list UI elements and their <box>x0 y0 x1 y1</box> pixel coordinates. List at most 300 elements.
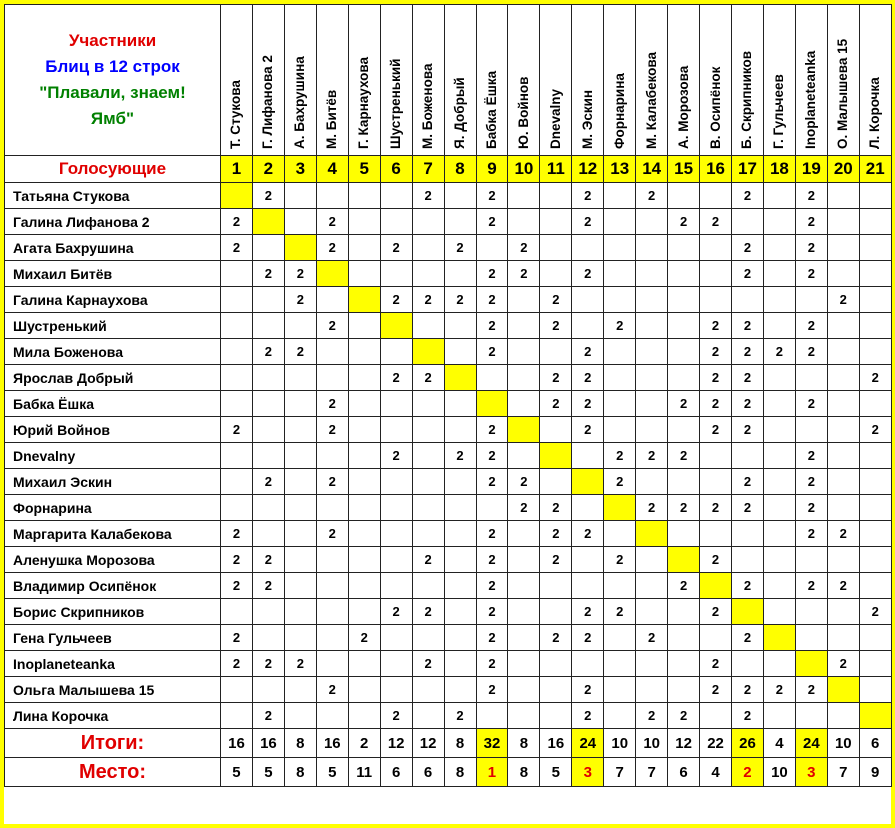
vote-cell <box>763 365 795 391</box>
vote-cell <box>284 391 316 417</box>
vote-cell <box>636 573 668 599</box>
vote-cell <box>668 599 700 625</box>
voter-name: Ольга Малышева 15 <box>5 677 221 703</box>
vote-cell: 2 <box>700 495 732 521</box>
vote-cell: 2 <box>380 365 412 391</box>
vote-cell <box>859 339 891 365</box>
participant-header <box>668 5 700 156</box>
vote-cell <box>668 677 700 703</box>
vote-cell <box>284 313 316 339</box>
totals-label: Итоги: <box>5 729 221 758</box>
participant-number: 15 <box>668 156 700 183</box>
participant-name: М. Битёв <box>324 89 340 149</box>
vote-cell <box>827 495 859 521</box>
vote-cell <box>763 391 795 417</box>
vote-cell <box>827 703 859 729</box>
vote-cell: 2 <box>221 209 253 235</box>
vote-cell <box>636 287 668 313</box>
vote-cell <box>732 287 764 313</box>
total-cell: 8 <box>508 729 540 758</box>
vote-cell <box>572 287 604 313</box>
place-cell: 7 <box>604 758 636 787</box>
place-cell: 3 <box>572 758 604 787</box>
voters-label: Голосующие <box>5 156 221 183</box>
vote-cell <box>700 261 732 287</box>
vote-cell <box>252 235 284 261</box>
vote-cell <box>348 651 380 677</box>
vote-cell <box>316 339 348 365</box>
vote-cell: 2 <box>636 703 668 729</box>
vote-cell <box>827 339 859 365</box>
vote-cell: 2 <box>476 469 508 495</box>
voter-name: Dnevalny <box>5 443 221 469</box>
vote-cell <box>859 547 891 573</box>
vote-cell <box>284 469 316 495</box>
vote-cell: 2 <box>732 495 764 521</box>
table-row <box>5 443 892 469</box>
total-cell: 12 <box>412 729 444 758</box>
vote-cell <box>795 417 827 443</box>
vote-cell <box>444 391 476 417</box>
vote-cell: 2 <box>476 677 508 703</box>
participant-number: 21 <box>859 156 891 183</box>
table-row <box>5 703 892 729</box>
vote-cell <box>827 417 859 443</box>
vote-cell: 2 <box>252 651 284 677</box>
vote-cell <box>508 599 540 625</box>
self-vote-cell <box>604 495 636 521</box>
vote-cell <box>732 547 764 573</box>
voter-name: Татьяна Стукова <box>5 183 221 209</box>
vote-cell <box>348 235 380 261</box>
vote-cell <box>859 495 891 521</box>
voter-name: Ярослав Добрый <box>5 365 221 391</box>
vote-cell: 2 <box>221 417 253 443</box>
vote-cell <box>221 391 253 417</box>
vote-cell <box>284 625 316 651</box>
vote-cell <box>540 469 572 495</box>
vote-cell <box>316 443 348 469</box>
vote-cell <box>380 573 412 599</box>
place-cell: 9 <box>859 758 891 787</box>
vote-cell <box>700 703 732 729</box>
self-vote-cell <box>444 365 476 391</box>
vote-cell: 2 <box>795 235 827 261</box>
vote-cell <box>444 521 476 547</box>
participant-name: Л. Корочка <box>867 76 883 149</box>
vote-cell <box>572 651 604 677</box>
vote-cell <box>827 599 859 625</box>
participant-number: 16 <box>700 156 732 183</box>
vote-cell: 2 <box>732 261 764 287</box>
participant-name: Я. Добрый <box>452 76 468 149</box>
vote-cell: 2 <box>572 521 604 547</box>
vote-cell <box>316 573 348 599</box>
vote-cell <box>668 625 700 651</box>
participant-header <box>795 5 827 156</box>
vote-cell <box>763 495 795 521</box>
vote-cell <box>540 183 572 209</box>
total-cell: 32 <box>476 729 508 758</box>
vote-cell: 2 <box>476 261 508 287</box>
vote-cell <box>636 417 668 443</box>
vote-cell <box>508 521 540 547</box>
vote-cell <box>636 235 668 261</box>
vote-cell <box>412 703 444 729</box>
vote-cell <box>284 417 316 443</box>
vote-cell <box>508 209 540 235</box>
vote-cell: 2 <box>221 547 253 573</box>
table-row <box>5 547 892 573</box>
vote-cell <box>732 651 764 677</box>
self-vote-cell <box>476 391 508 417</box>
participant-name: Г. Гульчеев <box>771 73 787 149</box>
vote-cell: 2 <box>732 391 764 417</box>
vote-cell: 2 <box>476 443 508 469</box>
vote-cell <box>412 235 444 261</box>
voter-name: Аленушка Морозова <box>5 547 221 573</box>
vote-cell <box>636 677 668 703</box>
place-cell: 6 <box>668 758 700 787</box>
vote-cell <box>348 599 380 625</box>
vote-cell <box>668 651 700 677</box>
vote-cell: 2 <box>508 235 540 261</box>
vote-cell: 2 <box>444 235 476 261</box>
vote-cell: 2 <box>380 703 412 729</box>
voter-name: Лина Корочка <box>5 703 221 729</box>
participant-name: Inoplaneteanka <box>803 50 819 149</box>
vote-cell <box>636 651 668 677</box>
vote-cell <box>700 521 732 547</box>
vote-cell <box>763 235 795 261</box>
vote-cell <box>412 495 444 521</box>
vote-cell <box>348 443 380 469</box>
vote-cell <box>348 391 380 417</box>
vote-cell <box>700 183 732 209</box>
vote-cell <box>284 573 316 599</box>
total-cell: 24 <box>572 729 604 758</box>
participant-number: 3 <box>284 156 316 183</box>
vote-cell: 2 <box>700 547 732 573</box>
vote-cell <box>668 417 700 443</box>
total-cell: 16 <box>540 729 572 758</box>
vote-cell: 2 <box>316 209 348 235</box>
place-cell: 5 <box>252 758 284 787</box>
vote-cell <box>444 495 476 521</box>
voter-name: Галина Карнаухова <box>5 287 221 313</box>
vote-cell <box>572 547 604 573</box>
total-cell: 4 <box>763 729 795 758</box>
vote-cell <box>221 443 253 469</box>
vote-cell <box>604 287 636 313</box>
vote-cell: 2 <box>444 703 476 729</box>
vote-cell <box>795 287 827 313</box>
vote-cell <box>284 443 316 469</box>
vote-cell <box>444 677 476 703</box>
participant-number: 7 <box>412 156 444 183</box>
vote-cell <box>508 443 540 469</box>
vote-cell <box>316 703 348 729</box>
vote-cell: 2 <box>348 625 380 651</box>
vote-cell: 2 <box>732 703 764 729</box>
vote-cell <box>763 209 795 235</box>
vote-cell <box>763 547 795 573</box>
vote-cell: 2 <box>795 313 827 339</box>
participant-header <box>859 5 891 156</box>
vote-cell <box>444 261 476 287</box>
vote-cell: 2 <box>700 651 732 677</box>
self-vote-cell <box>252 209 284 235</box>
vote-cell <box>412 261 444 287</box>
vote-cell <box>508 677 540 703</box>
table-row <box>5 365 892 391</box>
vote-cell: 2 <box>444 443 476 469</box>
vote-cell: 2 <box>732 313 764 339</box>
vote-cell: 2 <box>476 547 508 573</box>
vote-cell <box>348 209 380 235</box>
vote-cell <box>700 625 732 651</box>
vote-cell <box>252 495 284 521</box>
vote-cell: 2 <box>763 339 795 365</box>
vote-cell <box>476 365 508 391</box>
vote-cell <box>763 313 795 339</box>
vote-cell <box>348 183 380 209</box>
participant-number: 6 <box>380 156 412 183</box>
vote-cell: 2 <box>795 339 827 365</box>
total-cell: 24 <box>795 729 827 758</box>
participant-header <box>540 5 572 156</box>
vote-cell <box>604 417 636 443</box>
vote-cell <box>412 625 444 651</box>
vote-cell <box>444 573 476 599</box>
vote-cell: 2 <box>252 183 284 209</box>
vote-cell: 2 <box>221 651 253 677</box>
vote-cell <box>412 443 444 469</box>
vote-cell <box>732 209 764 235</box>
participant-name: М. Калабекова <box>643 51 659 149</box>
vote-cell: 2 <box>476 287 508 313</box>
vote-cell <box>700 287 732 313</box>
results-frame <box>4 4 891 824</box>
vote-cell <box>380 651 412 677</box>
vote-cell <box>444 183 476 209</box>
self-vote-cell <box>380 313 412 339</box>
vote-cell: 2 <box>476 339 508 365</box>
vote-cell: 2 <box>540 625 572 651</box>
vote-cell <box>348 261 380 287</box>
vote-cell: 2 <box>572 209 604 235</box>
vote-cell: 2 <box>732 625 764 651</box>
participant-header <box>604 5 636 156</box>
place-cell: 7 <box>827 758 859 787</box>
place-cell: 5 <box>316 758 348 787</box>
vote-cell: 2 <box>540 365 572 391</box>
participant-name: Ю. Войнов <box>515 76 531 149</box>
vote-cell: 2 <box>859 599 891 625</box>
vote-cell <box>476 703 508 729</box>
vote-cell <box>859 651 891 677</box>
self-vote-cell <box>668 547 700 573</box>
vote-cell <box>252 599 284 625</box>
participant-number: 9 <box>476 156 508 183</box>
voter-name: Мила Боженова <box>5 339 221 365</box>
title-line-3: "Плавали, знаем! <box>39 83 186 102</box>
participant-name: А. Бахрушина <box>292 55 308 149</box>
table-row <box>5 235 892 261</box>
vote-cell <box>827 313 859 339</box>
voter-name: Галина Лифанова 2 <box>5 209 221 235</box>
vote-cell: 2 <box>476 651 508 677</box>
vote-cell <box>284 495 316 521</box>
vote-cell <box>380 417 412 443</box>
participants-header-row <box>5 5 892 156</box>
vote-cell: 2 <box>668 209 700 235</box>
self-vote-cell <box>508 417 540 443</box>
vote-cell <box>444 313 476 339</box>
vote-cell: 2 <box>795 521 827 547</box>
vote-cell: 2 <box>795 495 827 521</box>
participant-header <box>827 5 859 156</box>
table-row <box>5 313 892 339</box>
vote-cell <box>827 365 859 391</box>
vote-cell <box>221 469 253 495</box>
vote-cell <box>636 339 668 365</box>
participant-name: Форнарина <box>611 72 627 149</box>
vote-cell <box>763 183 795 209</box>
vote-cell <box>348 495 380 521</box>
vote-cell <box>668 183 700 209</box>
place-cell: 6 <box>380 758 412 787</box>
vote-cell <box>859 677 891 703</box>
participant-header <box>284 5 316 156</box>
vote-cell: 2 <box>284 287 316 313</box>
voter-name: Гена Гульчеев <box>5 625 221 651</box>
vote-cell <box>795 625 827 651</box>
participant-header <box>636 5 668 156</box>
vote-cell <box>221 287 253 313</box>
vote-cell: 2 <box>859 417 891 443</box>
voter-name: Владимир Осипёнок <box>5 573 221 599</box>
places-row <box>5 758 892 787</box>
total-cell: 16 <box>221 729 253 758</box>
vote-cell <box>476 235 508 261</box>
participant-name: Т. Стукова <box>228 79 244 149</box>
vote-cell <box>540 339 572 365</box>
vote-cell <box>604 365 636 391</box>
vote-cell <box>859 313 891 339</box>
participant-name: Г. Лифанова 2 <box>260 54 276 149</box>
vote-cell <box>284 521 316 547</box>
vote-cell <box>380 391 412 417</box>
participant-header <box>348 5 380 156</box>
participant-number: 10 <box>508 156 540 183</box>
vote-cell <box>508 703 540 729</box>
self-vote-cell <box>540 443 572 469</box>
table-row <box>5 599 892 625</box>
vote-cell: 2 <box>412 183 444 209</box>
vote-cell: 2 <box>604 547 636 573</box>
vote-cell <box>348 417 380 443</box>
vote-cell <box>221 365 253 391</box>
vote-cell: 2 <box>795 261 827 287</box>
vote-cell <box>221 339 253 365</box>
vote-cell: 2 <box>572 365 604 391</box>
vote-cell <box>508 183 540 209</box>
vote-cell <box>540 209 572 235</box>
vote-cell <box>316 625 348 651</box>
voter-name: Шустренький <box>5 313 221 339</box>
vote-cell <box>380 339 412 365</box>
voter-name: Юрий Войнов <box>5 417 221 443</box>
totals-row <box>5 729 892 758</box>
vote-cell <box>604 625 636 651</box>
vote-cell: 2 <box>636 625 668 651</box>
vote-cell <box>827 209 859 235</box>
vote-cell <box>508 573 540 599</box>
vote-cell <box>221 599 253 625</box>
vote-cell: 2 <box>380 599 412 625</box>
participant-name: Б. Скрипников <box>739 50 755 149</box>
total-cell: 26 <box>732 729 764 758</box>
self-vote-cell <box>412 339 444 365</box>
participant-number: 18 <box>763 156 795 183</box>
vote-cell: 2 <box>476 209 508 235</box>
participant-name: Dnevalny <box>547 88 563 149</box>
vote-cell <box>284 677 316 703</box>
vote-cell: 2 <box>604 313 636 339</box>
vote-cell: 2 <box>572 599 604 625</box>
vote-cell: 2 <box>476 183 508 209</box>
vote-cell <box>636 261 668 287</box>
vote-cell: 2 <box>636 183 668 209</box>
vote-cell: 2 <box>795 209 827 235</box>
vote-cell <box>572 313 604 339</box>
vote-cell: 2 <box>732 365 764 391</box>
vote-cell <box>380 625 412 651</box>
vote-cell <box>604 339 636 365</box>
vote-cell <box>221 677 253 703</box>
total-cell: 10 <box>604 729 636 758</box>
vote-cell: 2 <box>540 391 572 417</box>
total-cell: 22 <box>700 729 732 758</box>
vote-cell <box>221 313 253 339</box>
vote-cell: 2 <box>508 495 540 521</box>
vote-cell <box>636 599 668 625</box>
vote-cell <box>859 573 891 599</box>
vote-cell: 2 <box>795 677 827 703</box>
vote-cell: 2 <box>252 547 284 573</box>
vote-cell: 2 <box>668 703 700 729</box>
vote-cell: 2 <box>572 261 604 287</box>
participant-number: 17 <box>732 156 764 183</box>
vote-cell: 2 <box>572 391 604 417</box>
vote-cell <box>348 313 380 339</box>
vote-cell <box>252 391 284 417</box>
title-line-4: Ямб" <box>90 109 135 128</box>
table-row <box>5 677 892 703</box>
place-cell: 7 <box>636 758 668 787</box>
vote-cell: 2 <box>316 417 348 443</box>
vote-cell: 2 <box>604 599 636 625</box>
vote-cell: 2 <box>636 495 668 521</box>
vote-cell <box>348 521 380 547</box>
vote-cell <box>252 365 284 391</box>
vote-cell: 2 <box>444 287 476 313</box>
vote-cell <box>412 521 444 547</box>
vote-cell <box>636 313 668 339</box>
vote-cell: 2 <box>252 469 284 495</box>
vote-cell <box>316 495 348 521</box>
